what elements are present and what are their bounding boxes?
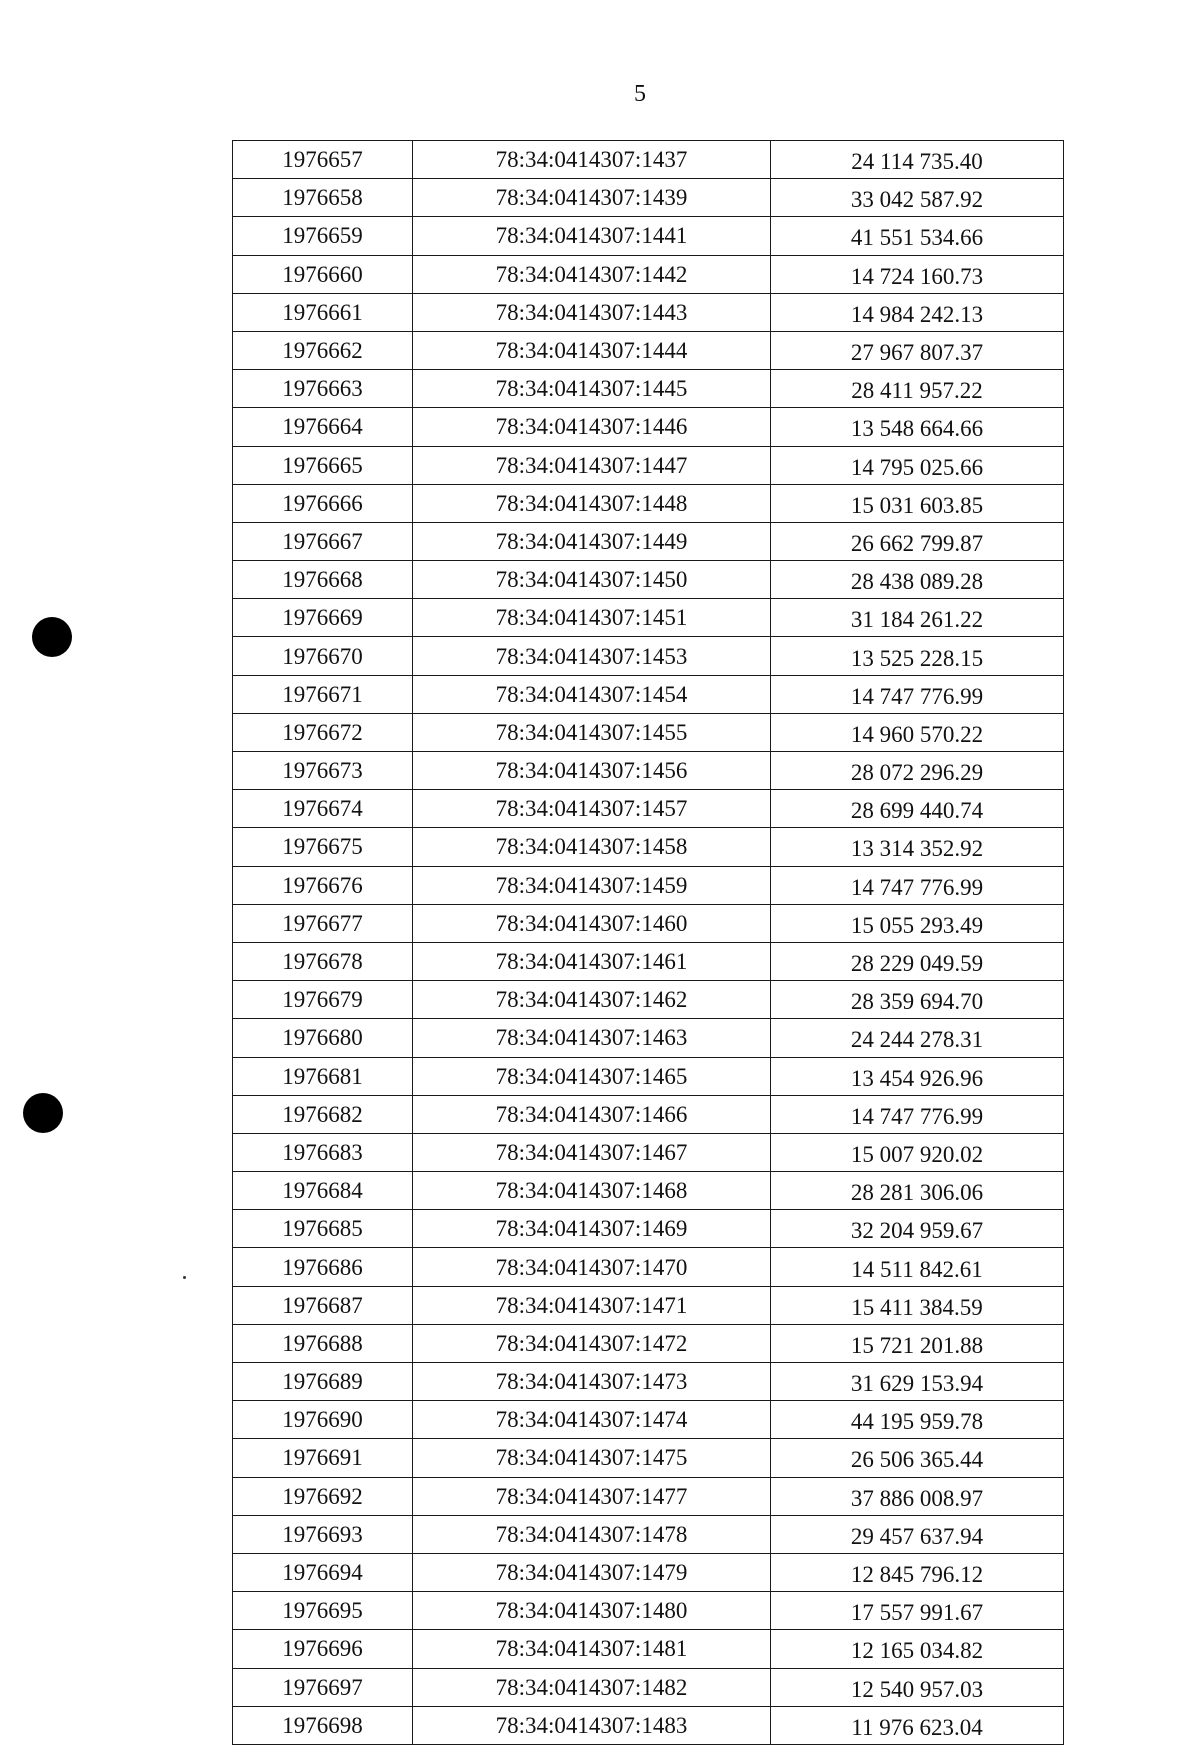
cadastral-number-cell: 78:34:0414307:1482	[413, 1668, 771, 1706]
row-id-cell: 1976698	[233, 1706, 413, 1744]
cadastral-number-cell: 78:34:0414307:1481	[413, 1630, 771, 1668]
table-row	[233, 1324, 1064, 1362]
table-row	[233, 522, 1064, 560]
cadastral-number-cell: 78:34:0414307:1470	[413, 1248, 771, 1286]
cadastral-number-cell: 78:34:0414307:1474	[413, 1401, 771, 1439]
cadastral-value-cell: 13 548 664.66	[771, 408, 1064, 446]
table-row	[233, 942, 1064, 980]
cadastral-value-cell: 28 072 296.29	[771, 752, 1064, 790]
cadastral-value-cell: 15 411 384.59	[771, 1286, 1064, 1324]
cadastral-value-cell: 12 845 796.12	[771, 1553, 1064, 1591]
cadastral-value-cell: 13 454 926.96	[771, 1057, 1064, 1095]
cadastral-value-cell: 31 629 153.94	[771, 1363, 1064, 1401]
row-id-cell: 1976684	[233, 1172, 413, 1210]
row-id-cell: 1976680	[233, 1019, 413, 1057]
cadastral-number-cell: 78:34:0414307:1469	[413, 1210, 771, 1248]
table-row	[233, 1286, 1064, 1324]
row-id-cell: 1976661	[233, 293, 413, 331]
table-row	[233, 790, 1064, 828]
table-row	[233, 637, 1064, 675]
cadastral-number-cell: 78:34:0414307:1450	[413, 561, 771, 599]
cadastral-number-cell: 78:34:0414307:1462	[413, 981, 771, 1019]
table-row	[233, 446, 1064, 484]
row-id-cell: 1976691	[233, 1439, 413, 1477]
cadastral-value-cell: 14 984 242.13	[771, 293, 1064, 331]
cadastral-value-table	[232, 140, 1064, 1745]
table-row	[233, 141, 1064, 179]
cadastral-value-cell: 31 184 261.22	[771, 599, 1064, 637]
cadastral-number-cell: 78:34:0414307:1461	[413, 942, 771, 980]
table-row	[233, 713, 1064, 751]
cadastral-number-cell: 78:34:0414307:1437	[413, 141, 771, 179]
scan-speck	[183, 1276, 186, 1279]
table-row	[233, 1706, 1064, 1744]
row-id-cell: 1976682	[233, 1095, 413, 1133]
cadastral-value-cell: 15 031 603.85	[771, 484, 1064, 522]
cadastral-value-cell: 33 042 587.92	[771, 179, 1064, 217]
cadastral-value-cell: 14 511 842.61	[771, 1248, 1064, 1286]
row-id-cell: 1976668	[233, 561, 413, 599]
cadastral-value-cell: 24 244 278.31	[771, 1019, 1064, 1057]
cadastral-number-cell: 78:34:0414307:1443	[413, 293, 771, 331]
punch-hole	[32, 617, 72, 657]
cadastral-number-cell: 78:34:0414307:1446	[413, 408, 771, 446]
cadastral-value-cell: 28 411 957.22	[771, 370, 1064, 408]
row-id-cell: 1976694	[233, 1553, 413, 1591]
row-id-cell: 1976667	[233, 522, 413, 560]
cadastral-number-cell: 78:34:0414307:1465	[413, 1057, 771, 1095]
row-id-cell: 1976672	[233, 713, 413, 751]
table-row	[233, 1095, 1064, 1133]
cadastral-number-cell: 78:34:0414307:1483	[413, 1706, 771, 1744]
cadastral-value-cell: 29 457 637.94	[771, 1515, 1064, 1553]
cadastral-value-cell: 24 114 735.40	[771, 141, 1064, 179]
row-id-cell: 1976685	[233, 1210, 413, 1248]
cadastral-value-cell: 26 506 365.44	[771, 1439, 1064, 1477]
row-id-cell: 1976671	[233, 675, 413, 713]
cadastral-number-cell: 78:34:0414307:1448	[413, 484, 771, 522]
row-id-cell: 1976681	[233, 1057, 413, 1095]
row-id-cell: 1976688	[233, 1324, 413, 1362]
table-row	[233, 1439, 1064, 1477]
table-row	[233, 408, 1064, 446]
row-id-cell: 1976683	[233, 1133, 413, 1171]
row-id-cell: 1976673	[233, 752, 413, 790]
cadastral-value-cell: 27 967 807.37	[771, 331, 1064, 369]
cadastral-number-cell: 78:34:0414307:1468	[413, 1172, 771, 1210]
cadastral-number-cell: 78:34:0414307:1471	[413, 1286, 771, 1324]
table-row	[233, 293, 1064, 331]
row-id-cell: 1976679	[233, 981, 413, 1019]
cadastral-value-cell: 13 314 352.92	[771, 828, 1064, 866]
cadastral-value-cell: 14 747 776.99	[771, 866, 1064, 904]
row-id-cell: 1976677	[233, 904, 413, 942]
cadastral-number-cell: 78:34:0414307:1447	[413, 446, 771, 484]
table-row	[233, 1363, 1064, 1401]
cadastral-number-cell: 78:34:0414307:1458	[413, 828, 771, 866]
table-row	[233, 1553, 1064, 1591]
table-row	[233, 1592, 1064, 1630]
row-id-cell: 1976663	[233, 370, 413, 408]
table-row	[233, 828, 1064, 866]
cadastral-value-cell: 28 229 049.59	[771, 942, 1064, 980]
row-id-cell: 1976693	[233, 1515, 413, 1553]
cadastral-value-cell: 14 795 025.66	[771, 446, 1064, 484]
cadastral-number-cell: 78:34:0414307:1466	[413, 1095, 771, 1133]
table-row	[233, 1477, 1064, 1515]
cadastral-number-cell: 78:34:0414307:1453	[413, 637, 771, 675]
row-id-cell: 1976678	[233, 942, 413, 980]
table-row	[233, 370, 1064, 408]
table-row	[233, 1057, 1064, 1095]
cadastral-value-cell: 13 525 228.15	[771, 637, 1064, 675]
table-row	[233, 484, 1064, 522]
cadastral-number-cell: 78:34:0414307:1459	[413, 866, 771, 904]
table-row	[233, 675, 1064, 713]
cadastral-value-cell: 14 960 570.22	[771, 713, 1064, 751]
cadastral-number-cell: 78:34:0414307:1456	[413, 752, 771, 790]
cadastral-value-cell: 12 540 957.03	[771, 1668, 1064, 1706]
cadastral-value-cell: 14 747 776.99	[771, 1095, 1064, 1133]
table-row	[233, 1019, 1064, 1057]
cadastral-number-cell: 78:34:0414307:1457	[413, 790, 771, 828]
table-row	[233, 1515, 1064, 1553]
row-id-cell: 1976669	[233, 599, 413, 637]
cadastral-number-cell: 78:34:0414307:1463	[413, 1019, 771, 1057]
table-row	[233, 1172, 1064, 1210]
row-id-cell: 1976692	[233, 1477, 413, 1515]
row-id-cell: 1976695	[233, 1592, 413, 1630]
cadastral-value-cell: 14 724 160.73	[771, 255, 1064, 293]
cadastral-number-cell: 78:34:0414307:1477	[413, 1477, 771, 1515]
cadastral-number-cell: 78:34:0414307:1441	[413, 217, 771, 255]
cadastral-number-cell: 78:34:0414307:1460	[413, 904, 771, 942]
cadastral-value-cell: 26 662 799.87	[771, 522, 1064, 560]
cadastral-number-cell: 78:34:0414307:1451	[413, 599, 771, 637]
cadastral-value-cell: 37 886 008.97	[771, 1477, 1064, 1515]
page-number: 5	[634, 81, 646, 107]
cadastral-number-cell: 78:34:0414307:1472	[413, 1324, 771, 1362]
table-row	[233, 1210, 1064, 1248]
cadastral-value-cell: 15 721 201.88	[771, 1324, 1064, 1362]
row-id-cell: 1976660	[233, 255, 413, 293]
cadastral-number-cell: 78:34:0414307:1445	[413, 370, 771, 408]
cadastral-number-cell: 78:34:0414307:1467	[413, 1133, 771, 1171]
cadastral-value-cell: 41 551 534.66	[771, 217, 1064, 255]
table-body	[233, 141, 1064, 1745]
table-row	[233, 179, 1064, 217]
row-id-cell: 1976690	[233, 1401, 413, 1439]
row-id-cell: 1976696	[233, 1630, 413, 1668]
table-row	[233, 752, 1064, 790]
cadastral-value-cell: 28 359 694.70	[771, 981, 1064, 1019]
cadastral-value-cell: 14 747 776.99	[771, 675, 1064, 713]
table-row	[233, 1248, 1064, 1286]
cadastral-number-cell: 78:34:0414307:1449	[413, 522, 771, 560]
cadastral-number-cell: 78:34:0414307:1444	[413, 331, 771, 369]
table-row	[233, 331, 1064, 369]
cadastral-number-cell: 78:34:0414307:1454	[413, 675, 771, 713]
cadastral-number-cell: 78:34:0414307:1442	[413, 255, 771, 293]
row-id-cell: 1976674	[233, 790, 413, 828]
row-id-cell: 1976662	[233, 331, 413, 369]
row-id-cell: 1976664	[233, 408, 413, 446]
cadastral-value-cell: 44 195 959.78	[771, 1401, 1064, 1439]
row-id-cell: 1976686	[233, 1248, 413, 1286]
cadastral-value-cell: 28 438 089.28	[771, 561, 1064, 599]
table-row	[233, 1133, 1064, 1171]
row-id-cell: 1976666	[233, 484, 413, 522]
row-id-cell: 1976665	[233, 446, 413, 484]
table-row	[233, 255, 1064, 293]
cadastral-number-cell: 78:34:0414307:1455	[413, 713, 771, 751]
row-id-cell: 1976659	[233, 217, 413, 255]
row-id-cell: 1976676	[233, 866, 413, 904]
table-row	[233, 217, 1064, 255]
cadastral-value-cell: 28 281 306.06	[771, 1172, 1064, 1210]
table-row	[233, 981, 1064, 1019]
row-id-cell: 1976657	[233, 141, 413, 179]
table-row	[233, 561, 1064, 599]
cadastral-value-cell: 11 976 623.04	[771, 1706, 1064, 1744]
cadastral-value-cell: 15 007 920.02	[771, 1133, 1064, 1171]
row-id-cell: 1976675	[233, 828, 413, 866]
cadastral-value-cell: 15 055 293.49	[771, 904, 1064, 942]
cadastral-value-cell: 17 557 991.67	[771, 1592, 1064, 1630]
table-row	[233, 866, 1064, 904]
row-id-cell: 1976658	[233, 179, 413, 217]
punch-hole	[23, 1093, 63, 1133]
cadastral-value-cell: 32 204 959.67	[771, 1210, 1064, 1248]
table-row	[233, 599, 1064, 637]
cadastral-number-cell: 78:34:0414307:1475	[413, 1439, 771, 1477]
table-row	[233, 904, 1064, 942]
row-id-cell: 1976670	[233, 637, 413, 675]
table-row	[233, 1630, 1064, 1668]
row-id-cell: 1976689	[233, 1363, 413, 1401]
row-id-cell: 1976687	[233, 1286, 413, 1324]
cadastral-number-cell: 78:34:0414307:1480	[413, 1592, 771, 1630]
cadastral-number-cell: 78:34:0414307:1479	[413, 1553, 771, 1591]
cadastral-number-cell: 78:34:0414307:1473	[413, 1363, 771, 1401]
table-row	[233, 1668, 1064, 1706]
cadastral-number-cell: 78:34:0414307:1439	[413, 179, 771, 217]
cadastral-number-cell: 78:34:0414307:1478	[413, 1515, 771, 1553]
row-id-cell: 1976697	[233, 1668, 413, 1706]
table-row	[233, 1401, 1064, 1439]
cadastral-value-cell: 28 699 440.74	[771, 790, 1064, 828]
cadastral-value-cell: 12 165 034.82	[771, 1630, 1064, 1668]
